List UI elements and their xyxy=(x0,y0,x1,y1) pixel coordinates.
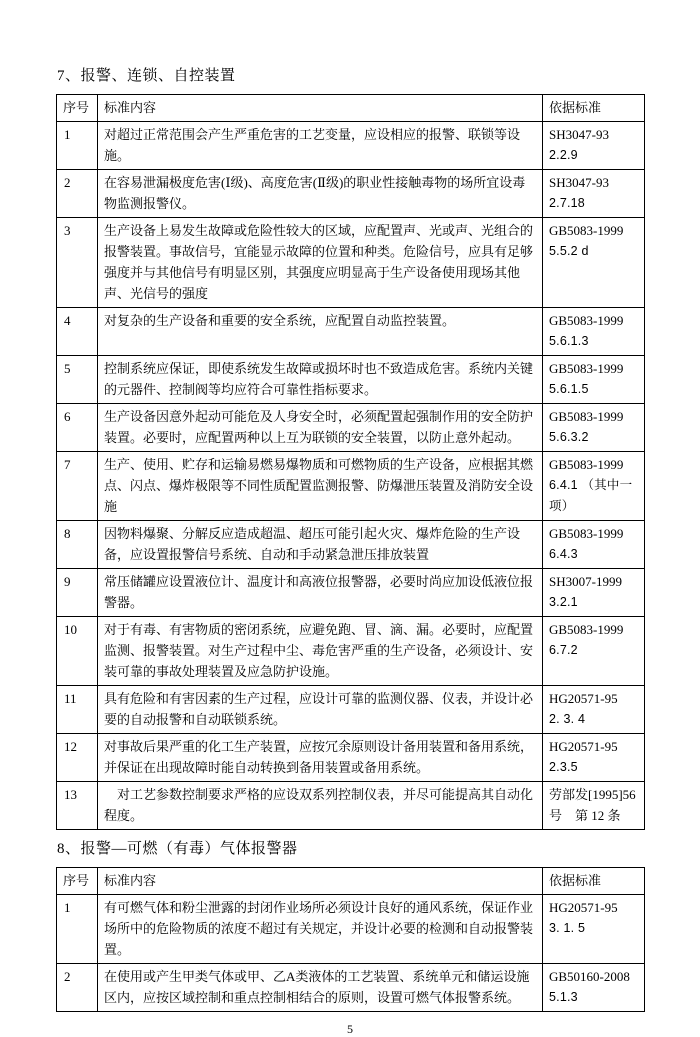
row-number: 5 xyxy=(57,356,98,404)
section-7-table xyxy=(56,94,645,830)
row-content: 对超过正常范围会产生严重危害的工艺变量，应设相应的报警、联锁等设施。 xyxy=(98,122,543,170)
standard-code: GB5083-1999 xyxy=(549,409,624,424)
standard-clause: 3.2.1 xyxy=(549,595,578,609)
row-number: 2 xyxy=(57,170,98,218)
col-header-content: 标准内容 xyxy=(98,95,543,122)
table-row xyxy=(57,617,645,686)
standard-clause: 5.1.3 xyxy=(549,990,578,1004)
standard-code: GB5083-1999 xyxy=(549,313,624,328)
row-content: 对工艺参数控制要求严格的应设双系列控制仪表，并尽可能提高其自动化程度。 xyxy=(98,782,543,830)
table-row xyxy=(57,782,645,830)
standard-code: HG20571-95 xyxy=(549,691,618,706)
row-number: 1 xyxy=(57,122,98,170)
row-content: 对复杂的生产设备和重要的安全系统，应配置自动监控装置。 xyxy=(98,308,543,356)
standard-code: SH3007-1999 xyxy=(549,574,622,589)
section-8-table xyxy=(56,867,645,1012)
row-content: 生产设备上易发生故障或危险性较大的区域，应配置声、光或声、光组合的报警装置。事故信号，宜能显示故障的位置和种类。危险信号，应具有足够强度并与其他信号有明显区别，其强度应明显高于生产设备使用现场其他声、光信号的强度 xyxy=(98,218,543,308)
table-row xyxy=(57,895,645,964)
row-number: 10 xyxy=(57,617,98,686)
section-7-title: 7、报警、连锁、自控装置 xyxy=(57,68,236,84)
standard-code: GB5083-1999 xyxy=(549,622,624,637)
row-number: 11 xyxy=(57,686,98,734)
table-row xyxy=(57,218,645,308)
col-header-standard: 依据标准 xyxy=(543,95,645,122)
standard-code: HG20571-95 xyxy=(549,739,618,754)
standard-code: 劳部发[1995]56号 第 12 条 xyxy=(549,787,636,823)
row-content: 在使用或产生甲类气体或甲、乙A类液体的工艺装置、系统单元和储运设施区内，应按区域控制和重点控制相结合的原则，设置可燃气体报警系统。 xyxy=(98,964,543,1012)
row-number: 9 xyxy=(57,569,98,617)
row-standard xyxy=(543,569,645,617)
row-number: 3 xyxy=(57,218,98,308)
row-standard xyxy=(543,218,645,308)
row-content: 因物料爆聚、分解反应造成超温、超压可能引起火灾、爆炸危险的生产设备，应设置报警信号系统、自动和手动紧急泄压排放装置 xyxy=(98,521,543,569)
row-content: 对事故后果严重的化工生产装置，应按冗余原则设计备用装置和备用系统，并保证在出现故障时能自动转换到备用装置或备用系统。 xyxy=(98,734,543,782)
table-row xyxy=(57,569,645,617)
table-row xyxy=(57,308,645,356)
table-row xyxy=(57,964,645,1012)
standard-clause: 2.7.18 xyxy=(549,196,585,210)
row-number: 8 xyxy=(57,521,98,569)
standard-clause: 6.4.1 （其中一项） xyxy=(549,478,633,513)
standard-clause: 3. 1. 5 xyxy=(549,921,586,935)
standard-code: GB5083-1999 xyxy=(549,361,624,376)
row-content: 对于有毒、有害物质的密闭系统，应避免跑、冒、滴、漏。必要时，应配置监测、报警装置。对生产过程中尘、毒危害严重的生产设备，必须设计、安装可靠的事故处理装置及应急防护设施。 xyxy=(98,617,543,686)
standard-code: GB5083-1999 xyxy=(549,457,624,472)
row-number: 6 xyxy=(57,404,98,452)
row-number: 4 xyxy=(57,308,98,356)
row-standard xyxy=(543,452,645,521)
row-standard xyxy=(543,895,645,964)
row-number: 7 xyxy=(57,452,98,521)
standard-code: SH3047-93 xyxy=(549,127,609,142)
row-content: 生产、使用、贮存和运输易燃易爆物质和可燃物质的生产设备，应根据其燃点、闪点、爆炸极限等不同性质配置监测报警、防爆泄压装置及消防安全设施 xyxy=(98,452,543,521)
standard-code: HG20571-95 xyxy=(549,900,618,915)
row-content: 具有危险和有害因素的生产过程，应设计可靠的监测仪器、仪表，并设计必要的自动报警和自动联锁系统。 xyxy=(98,686,543,734)
standard-clause: 5.6.1.3 xyxy=(549,334,589,348)
row-standard xyxy=(543,170,645,218)
standard-clause: 5.6.3.2 xyxy=(549,430,589,444)
row-content: 有可燃气体和粉尘泄露的封闭作业场所必须设计良好的通风系统，保证作业场所中的危险物质的浓度不超过有关规定，并设计必要的检测和自动报警装置。 xyxy=(98,895,543,964)
row-standard xyxy=(543,521,645,569)
standard-clause: 5.5.2 d xyxy=(549,244,589,258)
standard-code: GB5083-1999 xyxy=(549,223,624,238)
row-number: 13 xyxy=(57,782,98,830)
col-header-no: 序号 xyxy=(57,868,98,895)
standard-clause: 2. 3. 4 xyxy=(549,712,586,726)
table-header-row xyxy=(57,95,645,122)
col-header-standard: 依据标准 xyxy=(543,868,645,895)
table-header-row xyxy=(57,868,645,895)
row-standard xyxy=(543,404,645,452)
standard-clause: 6.7.2 xyxy=(549,643,578,657)
row-standard xyxy=(543,686,645,734)
row-standard xyxy=(543,964,645,1012)
standard-clause: 2.3.5 xyxy=(549,760,578,774)
standard-clause: 2.2.9 xyxy=(549,148,578,162)
row-number: 12 xyxy=(57,734,98,782)
row-content: 生产设备因意外起动可能危及人身安全时，必须配置起强制作用的安全防护装置。必要时，应配置两种以上互为联锁的安全装置，以防止意外起动。 xyxy=(98,404,543,452)
row-content: 控制系统应保证，即使系统发生故障或损坏时也不致造成危害。系统内关键的元器件、控制阀等均应符合可靠性指标要求。 xyxy=(98,356,543,404)
page-number: 5 xyxy=(347,1022,353,1036)
row-content: 在容易泄漏极度危害(Ⅰ级)、高度危害(Ⅱ级)的职业性接触毒物的场所宜设毒物监测报警仪。 xyxy=(98,170,543,218)
row-standard xyxy=(543,617,645,686)
col-header-content: 标准内容 xyxy=(98,868,543,895)
row-number: 2 xyxy=(57,964,98,1012)
row-standard xyxy=(543,734,645,782)
standard-clause: 5.6.1.5 xyxy=(549,382,589,396)
row-standard xyxy=(543,782,645,830)
table-row xyxy=(57,686,645,734)
table-row xyxy=(57,734,645,782)
col-header-no: 序号 xyxy=(57,95,98,122)
row-standard xyxy=(543,308,645,356)
section-8-title: 8、报警—可燃（有毒）气体报警器 xyxy=(57,841,298,857)
standard-code: SH3047-93 xyxy=(549,175,609,190)
table-row xyxy=(57,521,645,569)
table-row xyxy=(57,122,645,170)
row-standard xyxy=(543,356,645,404)
table-row xyxy=(57,170,645,218)
row-content: 常压储罐应设置液位计、温度计和高液位报警器，必要时尚应加设低液位报警器。 xyxy=(98,569,543,617)
table-row xyxy=(57,452,645,521)
standard-code: GB5083-1999 xyxy=(549,526,624,541)
standard-clause: 6.4.3 xyxy=(549,547,578,561)
row-number: 1 xyxy=(57,895,98,964)
table-row xyxy=(57,356,645,404)
row-standard xyxy=(543,122,645,170)
standard-code: GB50160-2008 xyxy=(549,969,630,984)
table-row xyxy=(57,404,645,452)
